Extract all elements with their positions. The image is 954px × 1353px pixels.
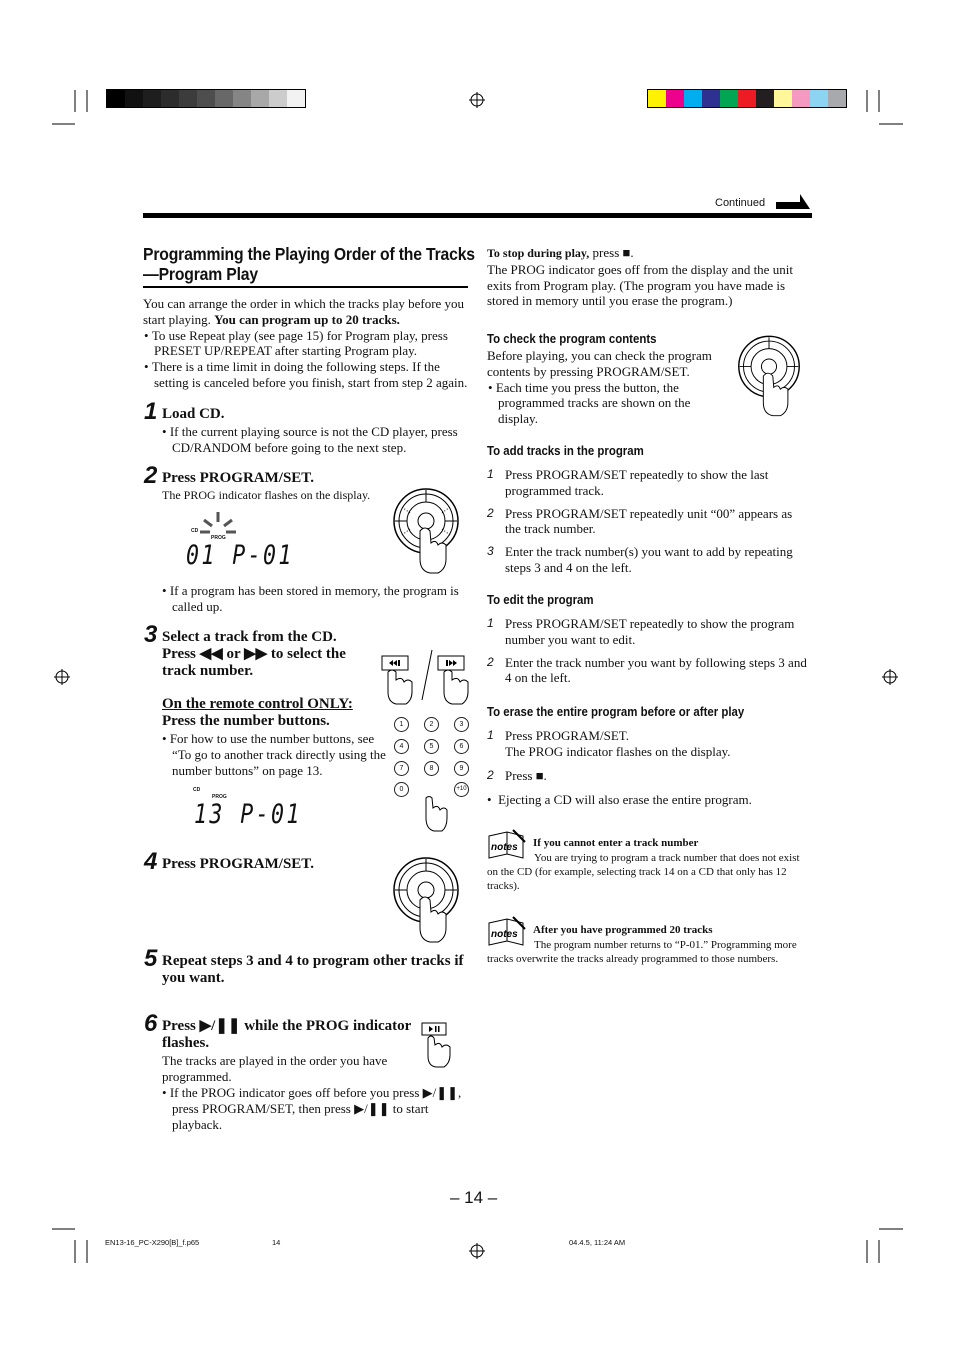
color-swatch (828, 90, 846, 107)
step-number: 4 (144, 848, 158, 875)
list-item: 1 Press PROGRAM/SET repeatedly to show the last programmed track. (487, 467, 769, 498)
step-text: The tracks are played in the order you have programmed. (162, 1053, 388, 1084)
color-swatch (233, 90, 251, 107)
color-swatch (648, 90, 666, 107)
erase-program-heading: To erase the entire program before or after play (487, 704, 745, 719)
erase-program-list (487, 728, 812, 783)
note-text: You are trying to program a track number that does not exist on the CD (for example, selecting track 14 on a CD that only has 12 tracks). (487, 852, 800, 892)
note-title: If you cannot enter a track number (533, 837, 699, 849)
lcd-display: 01 P-01 (186, 540, 294, 571)
color-swatch (774, 90, 792, 107)
step-title: Press PROGRAM/SET. (162, 856, 314, 872)
step-number: 6 (144, 1010, 158, 1037)
step-bullet: • If the current playing source is not the CD player, press CD/RANDOM before going to the next step. (162, 424, 458, 455)
svg-text:notes: notes (491, 842, 518, 853)
intro-text: You can arrange the order in which the tracks play before you start playing. You can program up to 20 tracks. • To use Repeat play (see page 15) for Program play, press PRESET UP/REPEAT after starting Program play. • There is a time limit in doing the following steps. If the setting is canceled before you finish, start from step 2 again. (143, 296, 468, 390)
page-number: – 14 – (450, 1188, 498, 1207)
step-title: Load CD. (162, 406, 225, 422)
list-item: 2 Enter the track number you want by following steps 3 and 4 on the left. (487, 654, 807, 686)
color-swatch (666, 90, 684, 107)
step-bullet: • If a program has been stored in memory, the program is called up. (162, 583, 459, 614)
program-set-button-icon (390, 856, 462, 949)
list-item: 3 Enter the track number(s) you want to add by repeating steps 3 and 4 on the left. (487, 544, 793, 575)
list-item: 2 Press ■. (487, 767, 547, 783)
cd-indicator: CD (193, 787, 201, 793)
step-title: Repeat steps 3 and 4 to program other tracks if you want. (162, 953, 464, 986)
list-item: 2 Press PROGRAM/SET repeatedly unit “00” appears as the track number. (487, 505, 793, 537)
add-tracks-heading: To add tracks in the program (487, 443, 644, 458)
color-swatch (684, 90, 702, 107)
color-swatch (269, 90, 287, 107)
number-button: 5 (424, 739, 439, 754)
color-swatch (287, 90, 305, 107)
step-number: 5 (144, 945, 158, 972)
color-swatch (702, 90, 720, 107)
section-title: Programming the Playing Order of the Tracks —Program Play (143, 244, 475, 284)
prog-indicator: PROG (212, 794, 227, 800)
color-swatch (251, 90, 269, 107)
number-button: 2 (424, 717, 439, 732)
color-swatch (215, 90, 233, 107)
continued-label: Continued (715, 197, 766, 209)
color-swatch (179, 90, 197, 107)
remote-only-label: On the remote control ONLY: (162, 696, 353, 712)
number-button: 9 (454, 761, 469, 776)
step-number: 2 (144, 462, 158, 489)
edit-program-heading: To edit the program (487, 592, 594, 607)
step-number: 3 (144, 621, 158, 648)
number-buttons (390, 714, 470, 804)
remote-step-title: Press the number buttons. (162, 713, 330, 729)
footer-date: 04.4.5, 11:24 AM (569, 1238, 626, 1247)
number-button: 6 (454, 739, 469, 754)
number-button: 1 (394, 717, 409, 732)
list-item: 1 Press PROGRAM/SET repeatedly to show the program number you want to edit. (487, 616, 795, 647)
step-title: Press PROGRAM/SET. (162, 470, 314, 486)
program-set-button-icon (735, 332, 803, 425)
intro-bullet: • To use Repeat play (see page 15) for Program play, press PRESET UP/REPEAT after starting Program play. (144, 327, 448, 359)
number-button: 8 (424, 761, 439, 776)
number-button: +10 (454, 782, 469, 797)
program-set-button-icon (390, 487, 462, 580)
color-swatch (792, 90, 810, 107)
color-swatch (197, 90, 215, 107)
number-button: 4 (394, 739, 409, 754)
lcd-display: 13 P-01 (194, 799, 302, 830)
step-title: Select a track from the CD. Press ◀◀ or ▶▶ to select the track number. (162, 629, 346, 679)
footer-file: EN13-16_PC-X290[B]_f.p65 (105, 1238, 200, 1247)
skip-buttons-icon (376, 648, 472, 711)
step-number: 1 (144, 398, 158, 425)
color-swatch (810, 90, 828, 107)
note-title: After you have programmed 20 tracks (533, 924, 713, 936)
list-item: 1 Press PROGRAM/SET. The PROG indicator flashes on the display. (487, 728, 731, 759)
number-button: 0 (394, 782, 409, 797)
continued-arrow-icon (776, 192, 812, 215)
footer-page: 14 (272, 1238, 281, 1247)
play-pause-button-icon (418, 1022, 454, 1073)
pressing-hand-icon (420, 796, 448, 837)
color-swatch (107, 90, 125, 107)
step-text: The PROG indicator flashes on the display. (162, 488, 371, 502)
intro-bullet: • There is a time limit in doing the following steps. If the setting is canceled before you finish, start from step 2 again. (144, 359, 468, 390)
color-bar (647, 89, 847, 108)
step-bullet: • For how to use the number buttons, see “To go to another track directly using the number buttons” on page 13. (162, 731, 386, 778)
check-program-text: Before playing, you can check the program contents by pressing PROGRAM/SET. • Each time you press the button, the programmed tracks are shown on the display. (487, 348, 712, 427)
header-rule (143, 213, 812, 218)
edit-program-list (487, 616, 812, 686)
cd-indicator: CD (191, 528, 199, 534)
stop-section: To stop during play, press ■. The PROG indicator goes off from the display and the unit exits from Program play. (The program you have made is stored in memory until you erase the program.) (487, 245, 793, 309)
prog-indicator: PROG (211, 535, 226, 541)
gray-color-bar (106, 89, 306, 108)
number-button: 7 (394, 761, 409, 776)
step-bullet: • If the PROG indicator goes off before you press ▶/❚❚, press PROGRAM/SET, then press ▶/❚❚ to start playback. (162, 1085, 462, 1132)
erase-bullet: • Ejecting a CD will also erase the entire program. (487, 792, 752, 807)
color-swatch (738, 90, 756, 107)
step-title: Press ▶/❚❚ while the PROG indicator flashes. (162, 1018, 412, 1051)
title-rule (143, 286, 468, 288)
color-swatch (161, 90, 179, 107)
color-swatch (143, 90, 161, 107)
color-swatch (756, 90, 774, 107)
svg-text:notes: notes (491, 929, 518, 940)
note-text: The program number returns to “P-01.” Programming more tracks overwrite the tracks already programmed to those numbers. (487, 939, 797, 965)
check-program-heading: To check the program contents (487, 331, 657, 346)
color-swatch (720, 90, 738, 107)
color-swatch (125, 90, 143, 107)
number-button: 3 (454, 717, 469, 732)
add-tracks-list (487, 467, 807, 576)
